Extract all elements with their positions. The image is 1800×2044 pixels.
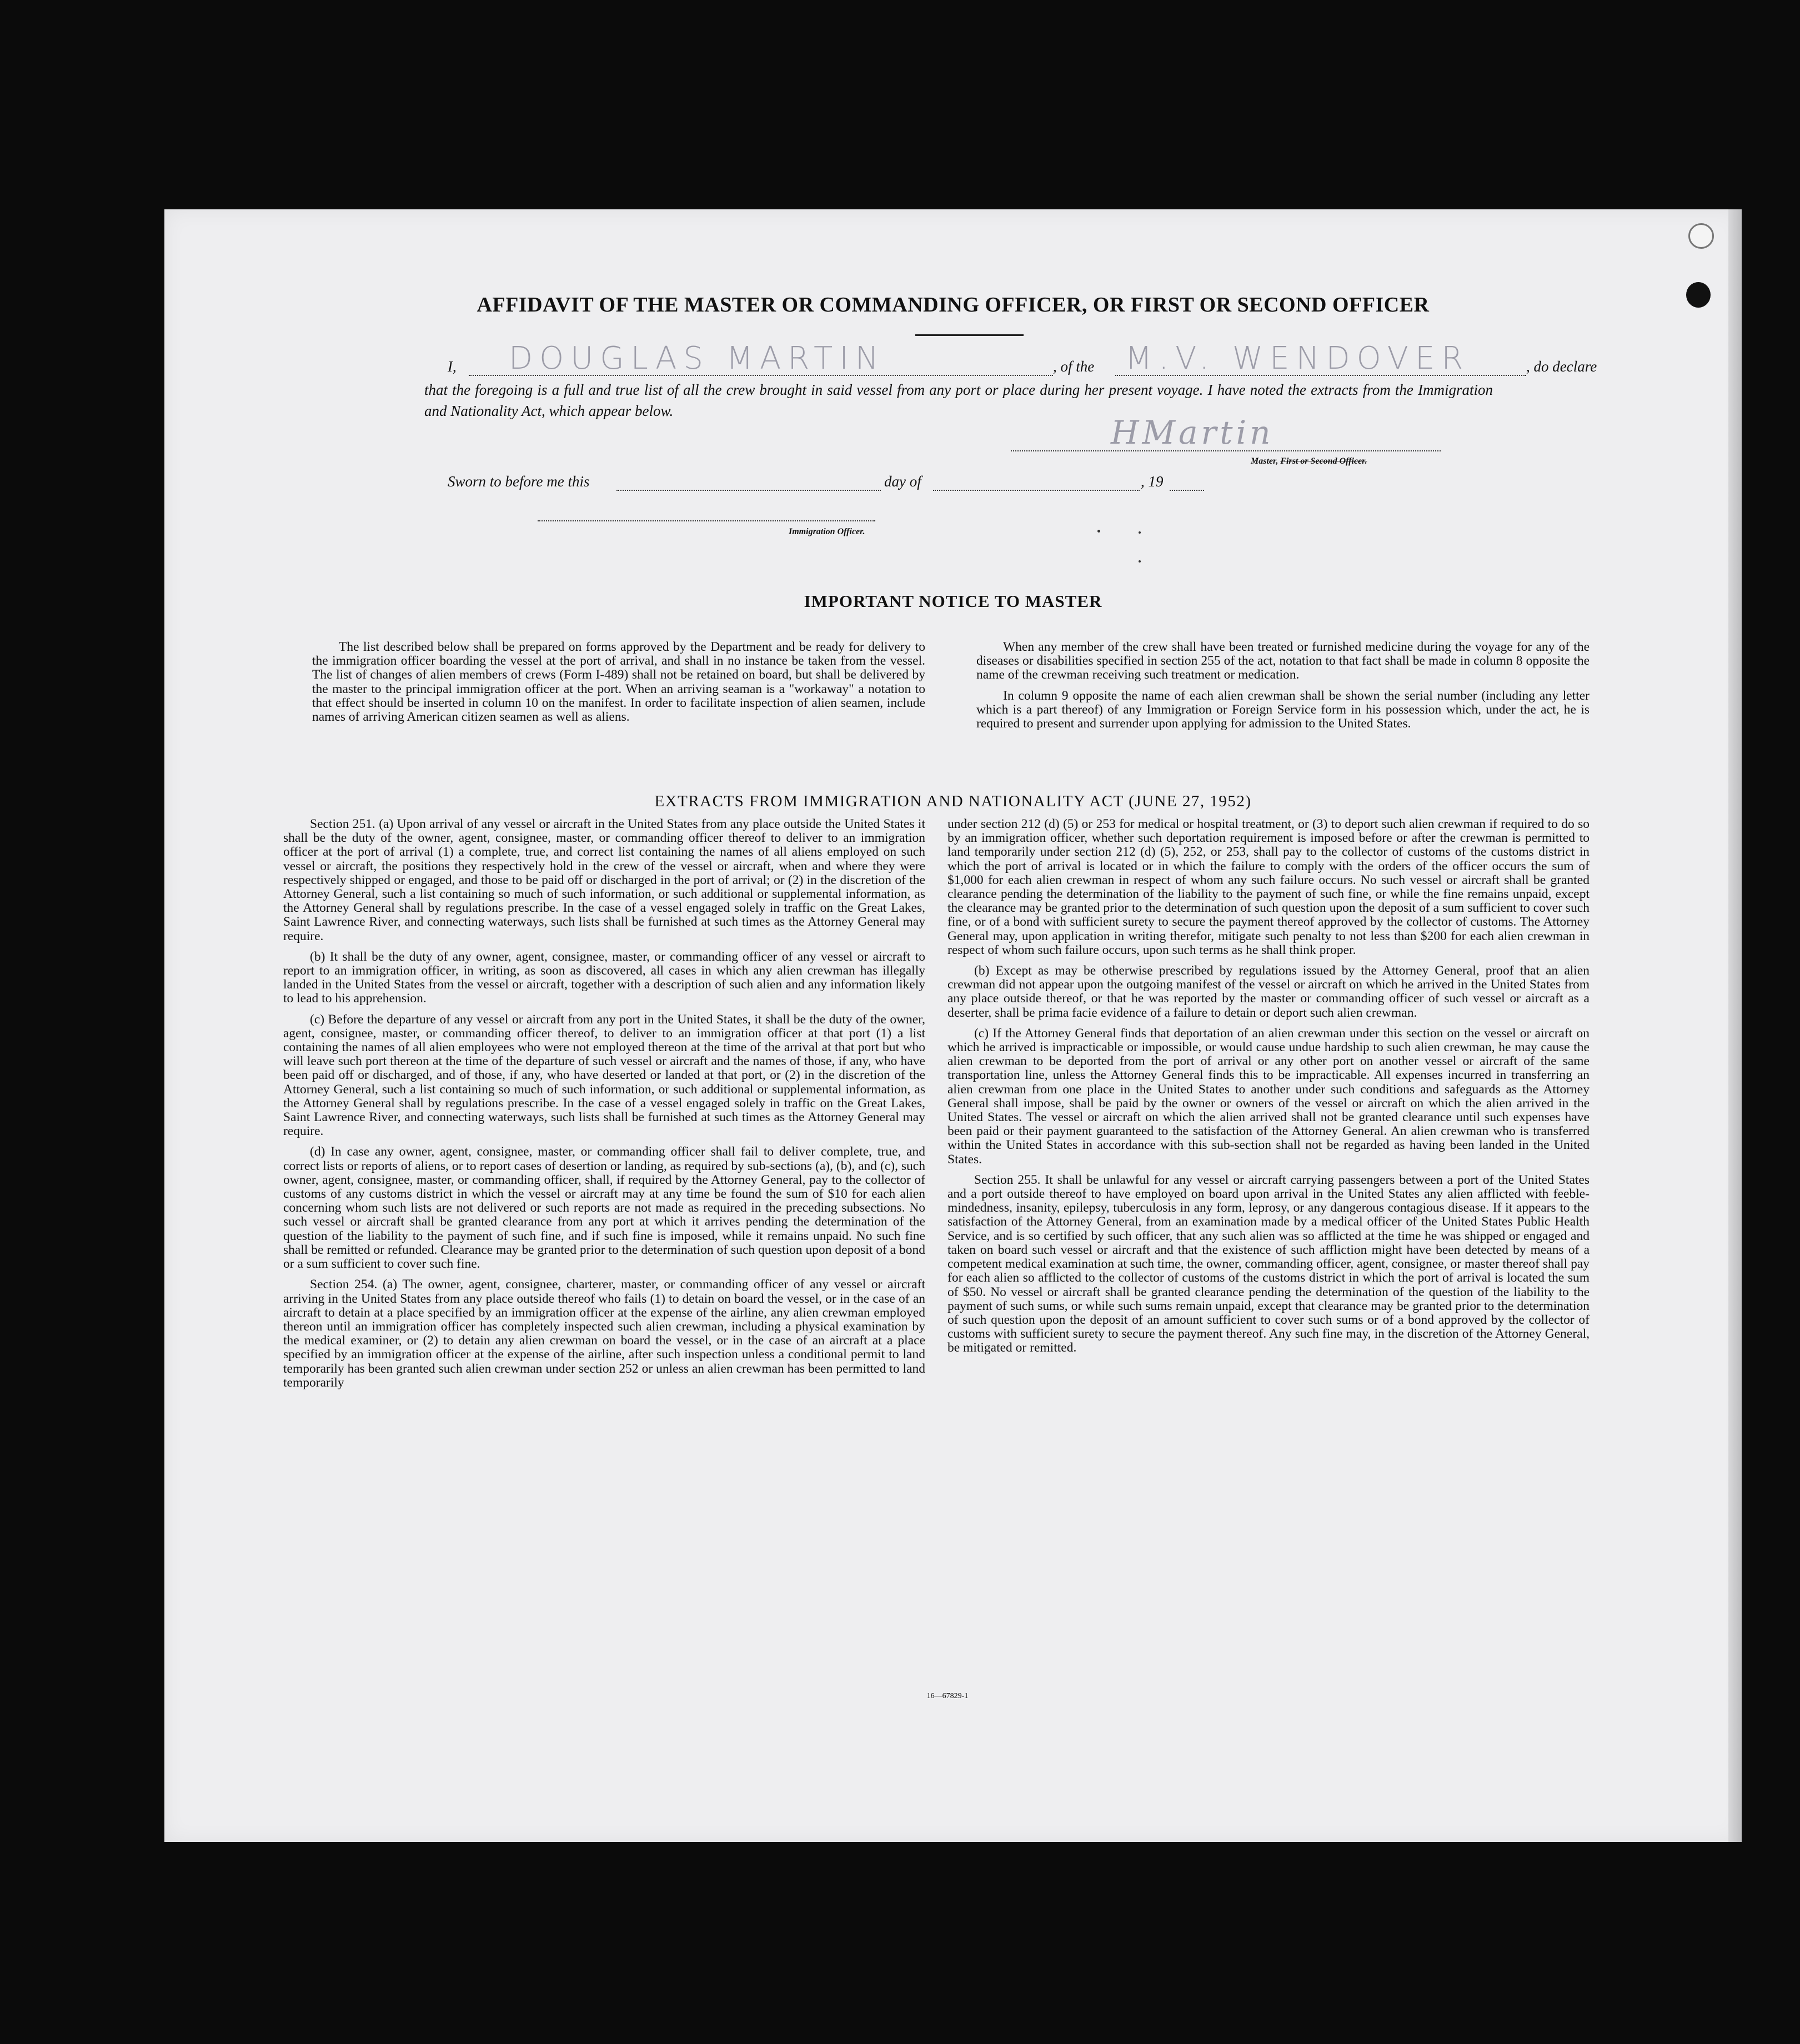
declaration-text: that the foregoing is a full and true list of all the crew brought in said vessel from any port or place during her present voyage. I have noted the extracts from the Immigration and Nationality Act, which appear below.	[424, 381, 1493, 419]
master-signature: HMartin	[1111, 414, 1274, 451]
extracts-right-column	[947, 817, 1590, 1362]
title-divider	[915, 334, 1024, 336]
notice-title: IMPORTANT NOTICE TO MASTER	[804, 591, 1102, 611]
notice-right-paragraph-2: In column 9 opposite the name of each alien crewman shall be shown the serial number (including any letter which is a part thereof) of any Immigration or Foreign Service form in his possession which, under the act, he is required to present and surrender upon applying for admission to the United States.	[976, 688, 1590, 731]
sworn-label: Sworn to before me this	[448, 473, 590, 490]
sworn-date-line	[616, 473, 881, 491]
name-handwritten: DOUGLAS MARTIN	[509, 340, 885, 376]
extracts-title: EXTRACTS FROM IMMIGRATION AND NATIONALITY ACT (JUNE 27, 1952)	[654, 792, 1252, 810]
vessel-handwritten: M.V. WENDOVER	[1125, 340, 1470, 376]
notice-right-paragraph-1: When any member of the crew shall have been treated or furnished medicine during the voyage for any of the diseases or disabilities specified in section 255 of the act, notation to that fact shall be made in column 8 opposite the name of the crewman receiving such treatment or medication.	[976, 640, 1590, 682]
section-251-a: Section 251. (a) Upon arrival of any vessel or aircraft in the United States from any place outside the United States it shall be the duty of the owner, agent, consignee, master, or commanding officer thereof to deliver to an immigration officer at the port of arrival (1) a complete, true, and correct list containing the names of all aliens employed on such vessel or aircraft, the positions they respectively hold in the crew of the vessel or aircraft, when and where they were respectively shipped or engaged, and those to be paid off or discharged in the port of arrival; or (2) in the discretion of the Attorney General, such a list containing so much of such information, or such additional or supplemental information, as the Attorney General shall by regulations prescribe. In the case of a vessel engaged solely in traffic on the Great Lakes, Saint Lawrence River, and connecting waterways, such lists shall be furnished at such times as the Attorney General may require.	[283, 817, 925, 943]
signature-caption	[1251, 456, 1367, 466]
of-the-label: , of the	[1053, 358, 1095, 375]
notice-right-column	[976, 640, 1590, 737]
section-254-b: (b) Except as may be otherwise prescribed by regulations issued by the Attorney General, proof that an alien crewman did not appear upon the outgoing manifest of the vessel or aircraft on which he arrived in the United States from any place outside thereof, or that he was reported by the master or commanding officer of such vessel or aircraft as a deserter, shall be prima facie evidence of a failure to detain or deport such alien crewman.	[947, 963, 1590, 1020]
punch-hole	[1688, 223, 1714, 249]
day-of-line	[933, 473, 1140, 491]
section-254-a: Section 254. (a) The owner, agent, consignee, charterer, master, or commanding officer of any vessel or aircraft arriving in the United States from any place outside thereof who fails (1) to detain on board the vessel, or in the case of an aircraft to detain at a place specified by an immigration officer at the expense of the airline, any alien crewman employed thereon until an immigration officer has completely inspected such alien crewman, including a physical examination by the medical examiner, or (2) to detain any alien crewman on board the vessel, or in the case of an aircraft at a place specified by an immigration officer at the expense of the airline, after such inspection unless a conditional permit to land temporarily has been granted such alien crewman under section 252 or unless an alien crewman has been permitted to land temporarily	[283, 1277, 925, 1390]
notice-left-paragraph: The list described below shall be prepared on forms approved by the Department and be ready for delivery to the immigration officer boarding the vessel at the port of arrival, and shall in no instance be taken from the vessel. The list of changes of alien members of crews (Form I-489) shall not be retained on board, but shall be delivered by the master to the principal immigration officer at the port. When an arriving seaman is a "workaway" a notation to that effect should be inserted in column 10 on the manifest. In order to facilitate inspection of alien seamen, include names of arriving American citizen seamen as well as aliens.	[312, 640, 925, 725]
speck	[1139, 531, 1141, 534]
signature-line	[1011, 450, 1441, 451]
section-255: Section 255. It shall be unlawful for any vessel or aircraft carrying passengers between a port of the United States and a port outside thereof to have employed on board upon arrival in the United States any alien afflicted with feeble-mindedness, insanity, epilepsy, tuberculosis in any form, leprosy, or any dangerous contagious disease. If it appears to the satisfaction of the Attorney General, from an examination made by a medical officer of the United States Public Health Service, and is so certified by such officer, that any such alien was so afflicted at the time he was shipped or engaged and taken on board such vessel or aircraft and that the existence of such affliction might have been detected by means of a competent medical examination at such time, the owner, commanding officer, agent, consignee, or master thereof shall pay for each alien so afflicted to the collector of customs of the customs district in which the port of arrival is located the sum of $50. No vessel or aircraft shall be granted clearance pending the determination of the question of the liability to the payment of such sums, or while such sums remain unpaid, except that clearance may be granted prior to the determination of such question upon the deposit of an amount sufficient to cover such sums or of a bond approved by the collector of customs with sufficient surety to secure the payment thereof. Any such fine may, in the discretion of the Attorney General, be mitigated or remitted.	[947, 1172, 1590, 1355]
section-254-a-continued: under section 212 (d) (5) or 253 for medical or hospital treatment, or (3) to deport such alien crewman if required to do so by an immigration officer, whether such deportation requirement is imposed before or after the crewman is permitted to land temporarily under section 212 (d) (5), 252, or 253, shall pay to the collector of customs of the customs district in which the port of arrival is located or in which the failure to comply with the orders of the officer occurs the sum of $1,000 for each alien crewman in respect of whom any such failure occurs. No such vessel or aircraft shall be granted clearance pending the determination of the liability to the payment of such fine, or while the fine remains unpaid, except the clearance may be granted prior to the determination of such question upon the deposit of a sum sufficient to cover such fine, or of a bond with sufficient surety to secure the payment thereof approved by the collector of customs. The Attorney General may, upon application in writing therefor, mitigate such penalty to not less than $200 for each alien crewman in respect of whom such failure occurs, upon such terms as he shall think proper.	[947, 817, 1590, 957]
page-right-edge	[1728, 209, 1742, 1842]
i-label: I,	[448, 358, 457, 375]
section-251-d: (d) In case any owner, agent, consignee, master, or commanding officer shall fail to deliver complete, true, and correct lists or reports of aliens, or to report cases of desertion or landing, as required by sub-sections (a), (b), and (c), such owner, agent, consignee, master, or commanding officer, shall, if required by the Attorney General, pay to the collector of customs of any customs district in which the vessel or aircraft may at any time be found the sum of $10 for each alien concerning whom such lists are not delivered or such reports are not made as required in the preceding subsections. No such vessel or aircraft shall be granted clearance from any port at which it arrives pending the determination of the question of the liability to the payment of such fine, and if such fine is imposed, while it remains unpaid. No such fine shall be remitted or refunded. Clearance may be granted prior to the determination of such question upon deposit of a bond or a sum sufficient to cover such fine.	[283, 1144, 925, 1272]
section-254-c: (c) If the Attorney General finds that deportation of an alien crewman under this section on the vessel or aircraft on which he arrived is impracticable or impossible, or would cause undue hardship to such alien crewman, he may cause the alien crewman to be deported from the port of arrival or any other port on another vessel or aircraft of the same transportation line, unless the Attorney General finds this to be impracticable. All expenses incurred in transferring an alien crewman from one place in the United States to another under such conditions and safeguards as the Attorney General shall impose, shall be paid by the owner or owners of the vessel or aircraft on which the alien arrived in the United States. The vessel or aircraft on which the alien arrived shall not be granted clearance until such expenses have been paid or their payment guaranteed to the satisfaction of the Attorney General. An alien crewman who is transferred within the United States in accordance with this sub-section shall not be regarded as having been landed in the United States.	[947, 1026, 1590, 1167]
extracts-left-column	[283, 817, 925, 1397]
struck-officer-label: First or Second Officer.	[1280, 456, 1367, 466]
officer-label: Immigration Officer.	[789, 527, 865, 536]
master-label: Master,	[1251, 456, 1278, 466]
form-number: 16—67829-1	[926, 1692, 969, 1700]
do-declare-label: , do declare	[1526, 358, 1597, 375]
notice-left-column	[312, 640, 925, 731]
speck	[1139, 560, 1141, 563]
affidavit-title: AFFIDAVIT OF THE MASTER OR COMMANDING OFFICER, OR FIRST OR SECOND OFFICER	[477, 293, 1430, 317]
year-line	[1170, 473, 1204, 491]
officer-signature-line	[538, 520, 875, 521]
day-of-label: day of	[884, 473, 921, 490]
document-page	[164, 209, 1742, 1842]
punch-hole	[1686, 282, 1711, 308]
section-251-b: (b) It shall be the duty of any owner, agent, consignee, master, or commanding officer of any vessel or aircraft to report to an immigration officer, in writing, as soon as discovered, all cases in which any alien crewman has illegally landed in the United States from the vessel or aircraft, together with a description of such alien and any information likely to lead to his apprehension.	[283, 949, 925, 1006]
section-251-c: (c) Before the departure of any vessel or aircraft from any port in the United States, it shall be the duty of the owner, agent, consignee, master, or commanding officer thereof, to deliver to an immigration officer at that port (1) a list containing the names of all alien employees who were not employed thereon at the time of the arrival at that port but who will leave such port thereon at the time of the departure of such vessel or aircraft and the names of those, if any, who have been paid off or discharged, and of those, if any, who have deserted or landed at that port, or (2) in the discretion of the Attorney General, such a list containing so much of such information, or such additional or supplemental information, as the Attorney General shall by regulations prescribe. In the case of a vessel engaged solely in traffic on the Great Lakes, Saint Lawrence River, and connecting waterways, such lists shall be furnished at such times as the Attorney General may require.	[283, 1012, 925, 1139]
year-label: , 19	[1141, 473, 1164, 490]
speck	[1097, 530, 1100, 533]
